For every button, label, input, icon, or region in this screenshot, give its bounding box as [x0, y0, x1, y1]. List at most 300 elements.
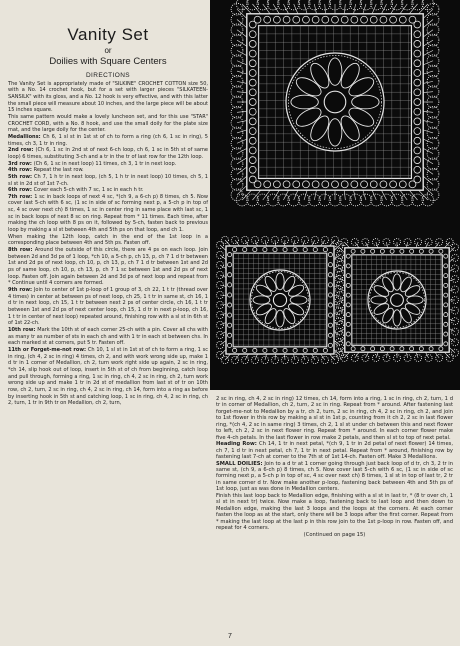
doily-thread	[312, 16, 319, 23]
row-label: 7th row:	[8, 193, 35, 200]
doily-thread	[423, 186, 433, 195]
doily-thread	[328, 313, 332, 317]
doily-thread	[429, 249, 433, 253]
doily-thread	[452, 286, 459, 293]
doily-thread	[336, 286, 343, 293]
doily-thread	[419, 4, 428, 14]
doily-thread	[351, 249, 355, 253]
doily-thread	[344, 190, 345, 200]
row-text: (Ch 6, 1 sc in 2nd st of next 6-ch loop, ch 6, 1 sc in 5th st of same loop) 6 times, substituting 3-ch and a tr in the tr of last row for the 12th loop.	[8, 147, 208, 160]
doily-thread	[414, 79, 421, 86]
doily-thread	[404, 355, 411, 362]
instruction-row-7	[8, 234, 208, 247]
doily-thread	[423, 111, 433, 112]
doily-thread	[449, 268, 455, 271]
doily-thread	[346, 293, 350, 297]
doily-thread	[249, 70, 256, 77]
intro-paragraph-2: This same pattern would make a lovely luncheon set, and for this use "STAR" CROCHET CORD, with a No. 8 hook, and use the small doily for the plate size mat, and the large doily for the center.	[8, 113, 208, 134]
doily-thread	[323, 348, 327, 352]
doily-thread	[313, 248, 317, 252]
row-text: Mark the 10th st of each corner 25-ch with a pin. Cover all chs with as many tr as number of sts in each ch and with 1 tr in each st between chs. In each marked st at corners, put 5 tr. Fasten off.	[8, 326, 208, 347]
doily-thread	[346, 274, 350, 278]
directions-column-left	[8, 73, 208, 407]
doily-thread	[371, 249, 375, 253]
doily-thread	[332, 16, 339, 23]
doily-thread	[325, 4, 326, 14]
doily-thread	[400, 249, 404, 253]
doily-thread	[249, 157, 256, 164]
doily-thread	[406, 242, 407, 248]
large-doily	[231, 0, 439, 206]
row-text: Ch 10, 1 sl st in 1st st of ch to form a ring, 1 sc in ring, (ch 4, 2 sc in ring) 4 times, ch 2, and with work wrong side up, make 1 d tr in 1 corner of Medallion, ch 2, turn work right side up again, 2 sc in ring, *ch 14, slip hook out of loop, insert in 5th st of ch from beginning, catch loop and pull through, forming a ring, 1 sc in ring, ch 4, 2 sc in ring, ch 2, turn work wrong side up and make 1 tr in 2d st of medallion from last st of tr on 10th row, ch 2, turn, 2 sc in ring, ch 4, 2 sc in ring, ch 14, form into a ring as before by inserting hook in 5th st and catching loop, 1 sc in ring, ch 4, 2 sc in ring, ch 2, turn, 1 tr in 9th tr on Medallion, ch 2, turn,	[8, 346, 208, 407]
doily-thread	[228, 253, 232, 257]
doily-thread	[346, 332, 350, 336]
doily-thread	[233, 348, 237, 352]
instruction-row-10	[8, 327, 208, 347]
row-label: 6th row:	[8, 187, 34, 194]
doily-thread	[444, 293, 448, 297]
doily-thread	[328, 283, 332, 287]
doily-thread	[351, 181, 358, 188]
doily-thread	[228, 303, 232, 307]
doily-thread	[255, 354, 258, 360]
row-label: Medallions:	[8, 133, 43, 140]
doily-thread	[303, 248, 307, 252]
doily-thread	[400, 347, 404, 351]
page-title: Vanity Set	[67, 25, 149, 44]
doily-thread	[264, 181, 271, 188]
doily-thread	[294, 190, 298, 200]
row-label: 10th row:	[8, 326, 38, 333]
instruction-row-4	[8, 174, 208, 187]
title-or: or	[104, 46, 112, 55]
doily-thread	[372, 190, 376, 200]
doily-thread	[381, 4, 386, 14]
doily-thread	[255, 240, 258, 246]
doily-thread	[228, 333, 232, 337]
doily-thread	[249, 137, 256, 144]
doily-thread	[390, 249, 394, 253]
doily-thread	[233, 248, 237, 252]
doily-thread	[249, 99, 256, 106]
doily-thread	[220, 245, 226, 251]
instruction-row-continued-2	[216, 461, 453, 493]
doily-thread	[409, 181, 416, 188]
doily-thread	[370, 181, 377, 188]
doily-thread	[237, 92, 247, 93]
doily-thread	[253, 348, 257, 352]
doily-thread	[325, 190, 326, 200]
doily-thread	[423, 158, 433, 164]
doily-thread	[220, 285, 226, 287]
doily-thread	[365, 242, 368, 248]
doily-thread	[228, 283, 232, 287]
page-subtitle: Doilies with Square Centers	[49, 56, 167, 67]
doily-illustration	[210, 0, 460, 390]
doily-thread	[399, 16, 406, 23]
doily-thread	[273, 181, 280, 188]
doily-thread	[228, 343, 232, 347]
doily-thread	[368, 271, 426, 329]
doily-thread	[444, 313, 448, 317]
doily-thread	[275, 240, 276, 246]
doily-thread	[346, 313, 350, 317]
doily-thread	[363, 190, 366, 200]
doily-thread	[390, 16, 397, 23]
doily-thread	[346, 264, 350, 268]
doily-thread	[380, 181, 387, 188]
doily-thread	[249, 176, 256, 183]
doily-thread	[423, 40, 433, 46]
doily-thread	[220, 265, 226, 269]
row-label: 5th row:	[8, 173, 35, 180]
doily-thread	[303, 181, 310, 188]
doily-thread	[381, 190, 386, 200]
doily-thread	[249, 60, 256, 67]
doily-thread	[293, 348, 297, 352]
doily-thread	[410, 347, 414, 351]
doily-thread	[414, 147, 421, 154]
doily-thread	[371, 347, 375, 351]
doily-thread	[414, 40, 421, 47]
row-text: 2 sc in ring, ch 4, 2 sc in ring) 12 times, ch 14, form into a ring, 1 sc in ring, ch 2, turn, 1 d tr in corner of Medallion, ch 2, turn, 2 sc in ring. Repeat from * around. After fastening last forget-me-not to Medallion by a tr, ch 2, turn, 2 sc in ring, ch 4, 2 sc in ring, ch 2, and join to 1st flower in this row by making a sl st in 1st p, counting from it ch 2, 2 sc in last flower ring, *(ch 4, 2 sc in same ring) 3 times, ch 2, 1 sl st under ch between this and next flower to left, ch 2, 2 sc in next flower ring. Repeat from * around. In each corner flower make five 4-ch petals. In the last flower in row make 2 petals, and then sl st to top of next petal.	[216, 396, 453, 441]
instruction-row-8	[8, 247, 208, 287]
doily-thread	[351, 16, 358, 23]
doily-thread	[220, 332, 226, 336]
doily-thread	[386, 242, 387, 248]
doily-thread	[273, 248, 277, 252]
doily-thread	[410, 249, 414, 253]
doily-thread	[228, 293, 232, 297]
doily-thread	[323, 248, 327, 252]
doily-thread	[293, 16, 300, 23]
doily-thread	[312, 240, 316, 246]
doily-thread	[370, 16, 377, 23]
doily-thread	[414, 70, 421, 77]
doily-thread	[334, 295, 340, 296]
doily-thread	[414, 50, 421, 57]
row-text: 1 sc in back loops of next 4 sc, *(ch 9, a 6-ch p) 8 times, ch 5. Now cover last 5-ch with 6 sc, (1 sc in side of sc forming next p, a 5-ch p in top of sc, 4 sc over next ch) 8 times, 1 sc in center ring in same place with last sc, 1 sc in back loops of next 8 sc on ring. Repeat from * 11 times. Each time, after making the ch loop with 8 ps on it, followed by 5-ch, fasten back to previous loop by making a sl st between 4th and 5th ps on that loop, and ch 1.	[8, 193, 208, 234]
doily-thread	[237, 139, 247, 143]
doily-thread	[444, 242, 449, 248]
doily-thread	[328, 333, 332, 337]
doily-thread	[390, 347, 394, 351]
doily-thread	[425, 352, 428, 358]
doily-thread	[414, 89, 421, 96]
directions-column-right	[216, 396, 453, 538]
doily-thread	[220, 305, 226, 306]
doily-thread	[304, 4, 307, 14]
page-number: 7	[228, 633, 232, 640]
doily-thread	[285, 240, 286, 246]
doily-thread	[423, 30, 433, 37]
instruction-row-continued-0	[216, 396, 453, 441]
doily-thread	[220, 275, 226, 278]
doily-thread	[390, 181, 397, 188]
doily-thread	[414, 99, 421, 106]
row-text: Ch 7, 1 h tr in next loop, (ch 5, 1 h tr in next loop) 10 times, ch 5, 1 sl st in 2d st of 1st 7-ch.	[8, 173, 208, 187]
doily-thread	[351, 347, 355, 351]
doily-thread	[449, 338, 455, 342]
doily-thread	[249, 118, 256, 125]
doily-thread	[423, 167, 433, 174]
title-block	[8, 25, 208, 67]
doily-thread	[313, 348, 317, 352]
doily-thread	[344, 4, 345, 14]
doily-thread	[423, 121, 433, 123]
doily-thread	[273, 190, 279, 200]
doily-thread	[354, 190, 356, 200]
doily-thread	[228, 313, 232, 317]
doily-thread	[449, 319, 455, 321]
row-text: When making the 12th loop, catch in the end of the 1st loop in a corresponding place between 4th and 5th ps. Fasten off.	[8, 233, 208, 247]
doily-thread	[346, 342, 350, 346]
doily-thread	[237, 61, 247, 65]
doily-thread	[423, 148, 433, 153]
row-text: Join to center of 1st p-loop of 1 group of 3, ch 22, 1 t tr (thread over 4 times) in center at between ps of next loop, ch 25, 1 t tr in same st, ch 16, 1 d tr in next loop, ch 15, 1 t tr between next 2 ps of center circle, ch 16, 1 t tr between 1st and 2d ps of next center loop, ch 15, 1 d tr in next p-loop, ch 16, 1 t tr in center of next loop) repeated around, finishing row with a sl st in 6th st of 1st 22-ch.	[8, 287, 208, 327]
doily-thread	[252, 4, 260, 14]
doily-thread	[444, 274, 448, 278]
doily-thread	[283, 248, 287, 252]
directions-heading: DIRECTIONS	[85, 72, 131, 79]
doily-thread	[328, 263, 332, 267]
row-text: Around the outside of this circle, there are 4 ps on each loop. Join between 2d and 3d ps of 1 loop, *ch 10, a 5-ch p, ch 13, p, ch 7 1 d tr between 1st and 2d ps of next loop, ch 10, p, ch 13, p, ch 7 1 d tr between 1st and 2d ps of same loop, ch 10, p, ch 13, p, ch 7 1 sc between 1st and 2d ps of next loop. Fasten off. Join again between 2d and 3d ps of next loop and repeat from * Continue until 4 corners are formed.	[8, 247, 208, 287]
doily-thread	[228, 263, 232, 267]
doily-thread	[330, 354, 336, 360]
doily-thread	[245, 240, 249, 246]
doily-thread	[237, 81, 247, 83]
doily-thread	[237, 121, 247, 123]
instruction-row-continued-3	[216, 493, 453, 532]
doily-thread	[249, 128, 256, 135]
doily-thread	[341, 16, 348, 23]
doily-thread	[249, 31, 256, 38]
doily-thread	[419, 249, 423, 253]
row-text: (Ch 6, 1 sc in next loop) 11 times, ch 3, 1 tr in next loop.	[33, 160, 177, 167]
doily-thread	[273, 348, 277, 352]
row-text: Finish this last loop back to Medallion edge, finishing with a sl st in last tr, * (8 tr over ch, 1 sl st in next tr) twice. Now make a loop, fastening back to last loop and then down to Medallion edge, making the last 3 loops and the loops at the corners. At each corner fasten the loop as at the start, only there will be 3 loops after the first corner. Repeat from * making the last loop at the last p in this row join to the 1st p-loop in row. Fasten off, and repeat for 4 corners.	[216, 492, 453, 532]
instruction-row-1	[8, 147, 208, 160]
doily-thread	[332, 181, 339, 188]
doily-thread	[220, 341, 226, 346]
doily-thread	[449, 279, 455, 281]
doily-thread	[328, 303, 332, 307]
doily-thread	[409, 4, 417, 14]
doily-thread	[283, 4, 288, 14]
doily-thread	[237, 111, 247, 112]
doily-thread	[321, 240, 326, 246]
row-text: Join to a d tr at 1 corner going through just back loop of d tr, ch 3, 2 tr in same st, (ch 9, a 6-ch p) 8 times, ch 5. Now cover last 5-ch with 6 sc, (1 sc in side of sc forming next p, a 5-ch p in top of sc, 4 sc over next ch) 8 times, 1 sl st in top of last tr, 2 tr in same corner d tr. Now make another p-loop, fastening back between 4th and 5th ps of 1st loop, just as was done in Medallion centers.	[216, 460, 453, 493]
doily-thread	[314, 4, 316, 14]
doily-thread	[252, 190, 260, 200]
doily-thread	[228, 323, 232, 327]
row-label: Heading Row:	[216, 441, 259, 448]
doily-thread	[380, 16, 387, 23]
doily-thread	[237, 19, 247, 27]
doily-thread	[249, 147, 256, 154]
doily-thread	[376, 242, 378, 248]
doily-thread	[400, 190, 407, 200]
instruction-rows-continued	[216, 396, 453, 532]
doily-thread	[339, 268, 345, 271]
doily-thread	[265, 240, 267, 246]
doily-thread	[249, 79, 256, 86]
doily-thread	[237, 176, 247, 184]
doily-thread	[303, 240, 306, 246]
doily-thread	[414, 128, 421, 135]
doily-thread	[414, 108, 421, 115]
doily-thread	[449, 247, 455, 252]
doily-thread	[344, 242, 349, 248]
doily-thread	[414, 31, 421, 38]
doily-thread	[293, 248, 297, 252]
doily-thread	[245, 354, 249, 360]
doily-thread	[414, 157, 421, 164]
doily-thread	[249, 89, 256, 96]
doily-thread	[425, 239, 432, 246]
doily-thread	[391, 190, 397, 200]
doily-thread	[449, 347, 455, 352]
doily-thread	[439, 347, 443, 351]
doily-thread	[285, 354, 286, 360]
doily-thread	[283, 181, 290, 188]
doily-thread	[293, 181, 300, 188]
doily-thread	[404, 239, 411, 246]
doily-thread	[263, 248, 267, 252]
doily-thread	[419, 347, 423, 351]
doily-thread	[294, 354, 296, 360]
instruction-row-3	[8, 167, 208, 174]
doily-thread	[328, 323, 332, 327]
doily-thread	[380, 249, 384, 253]
row-text: Ch 14, 1 tr in next petal, *(ch 9, 1 tr in 2d petal of next flower) 14 times, ch 7, 1 d tr in next petal, ch 7, 1 tr in next petal. Repeat from * around, finishing row by fastening last 7-ch at corner to the 7th st of 1st 14-ch. Fasten off. Make 3 Medallions.	[216, 441, 453, 461]
doily-thread	[354, 4, 356, 14]
doily-thread	[425, 242, 428, 248]
doily-thread	[399, 181, 406, 188]
doily-thread	[328, 253, 332, 257]
doily-thread	[273, 16, 280, 23]
doily-thread	[423, 92, 433, 93]
doily-thread	[220, 350, 226, 356]
intro-paragraph: The Vanity Set is appropriately made of "SILKINE" CROCHET COTTON size 50, with a No. 14 crochet hook, but for a set with larger pieces "SILKATEEN-SANSILK" with its gloss, and a No. 12 hook is very effective, and with this latter the small piece will measure about 10 inches, and the large piece will be about 15 inches square.	[8, 80, 208, 114]
doily-thread	[361, 347, 365, 351]
doily-thread	[243, 248, 247, 252]
doily-thread	[273, 4, 279, 14]
doily-thread	[444, 332, 448, 336]
doily-thread	[414, 166, 421, 173]
doily-thread	[304, 190, 307, 200]
doily-thread	[361, 249, 365, 253]
doily-thread	[328, 343, 332, 347]
doily-thread	[341, 181, 348, 188]
doily-thread	[275, 354, 276, 360]
doily-thread	[228, 273, 232, 277]
doily-thread	[423, 81, 433, 83]
doily-thread	[330, 240, 336, 246]
doily-thread	[314, 190, 316, 200]
row-text: Repeat the last row.	[33, 167, 84, 174]
doily-thread	[414, 60, 421, 67]
instruction-row-5	[8, 187, 208, 194]
small-doily-left	[216, 236, 343, 363]
doily-thread	[361, 16, 368, 23]
doily-thread	[250, 270, 310, 330]
doily-thread	[334, 255, 340, 260]
row-text: Ch 6, 1 sl st in 1st st of ch to form a ring (ch 6, 1 sc in ring), 5 times, ch 3, 1 tr in ring.	[8, 133, 208, 147]
doily-thread	[286, 53, 384, 151]
doily-thread	[423, 71, 433, 74]
small-doily-right	[336, 239, 459, 362]
doily-thread	[409, 190, 417, 200]
row-label: 3rd row:	[8, 160, 34, 167]
doily-thread	[312, 181, 319, 188]
doily-thread	[444, 283, 448, 287]
doily-thread	[220, 295, 226, 296]
doily-thread	[339, 319, 345, 321]
doily-thread	[423, 61, 433, 65]
doily-thread	[283, 190, 288, 200]
doily-thread	[346, 283, 350, 287]
row-label: 4th row:	[8, 167, 34, 174]
doily-thread	[423, 176, 433, 184]
doily-thread	[425, 355, 432, 362]
doily-thread	[346, 322, 350, 326]
doily-thread	[237, 50, 247, 55]
instruction-rows	[8, 134, 208, 407]
doily-thread	[263, 348, 267, 352]
doily-thread	[344, 352, 349, 358]
doily-thread	[449, 258, 455, 262]
doily-thread	[243, 348, 247, 352]
doily-thread	[406, 352, 407, 358]
continued-note: (Continued on page 15)	[303, 531, 366, 538]
row-label: SMALL DOILIES:	[216, 460, 265, 467]
doily-thread	[263, 4, 270, 14]
doily-thread	[249, 50, 256, 57]
doily-thread	[444, 352, 449, 358]
doily-thread	[400, 4, 407, 14]
row-label: 11th or Forget-me-not row:	[8, 346, 88, 353]
doily-thread	[444, 342, 448, 346]
doily-thread	[249, 21, 256, 28]
doily-thread	[372, 4, 376, 14]
instruction-row-9	[8, 287, 208, 327]
doily-thread	[414, 21, 421, 28]
doily-thread	[423, 139, 433, 143]
instruction-row-6	[8, 194, 208, 234]
doily-thread	[346, 303, 350, 307]
doily-thread	[339, 328, 345, 331]
instruction-row-2	[8, 161, 208, 168]
doily-thread	[346, 254, 350, 258]
instruction-row-11	[8, 347, 208, 407]
doily-thread	[365, 352, 368, 358]
doily-thread	[283, 16, 290, 23]
doily-thread	[322, 181, 329, 188]
doily-thread	[322, 16, 329, 23]
doily-thread	[429, 347, 433, 351]
doily-thread	[414, 137, 421, 144]
doily-thread	[444, 303, 448, 307]
doily-thread	[444, 254, 448, 258]
doily-thread	[249, 108, 256, 115]
doily-thread	[339, 289, 345, 290]
doily-thread	[249, 40, 256, 47]
doily-thread	[263, 190, 270, 200]
doily-thread	[328, 273, 332, 277]
doily-thread	[452, 275, 459, 282]
row-text: Cover each 5-ch with 7 sc, 1 sc in each h tr.	[33, 187, 144, 194]
